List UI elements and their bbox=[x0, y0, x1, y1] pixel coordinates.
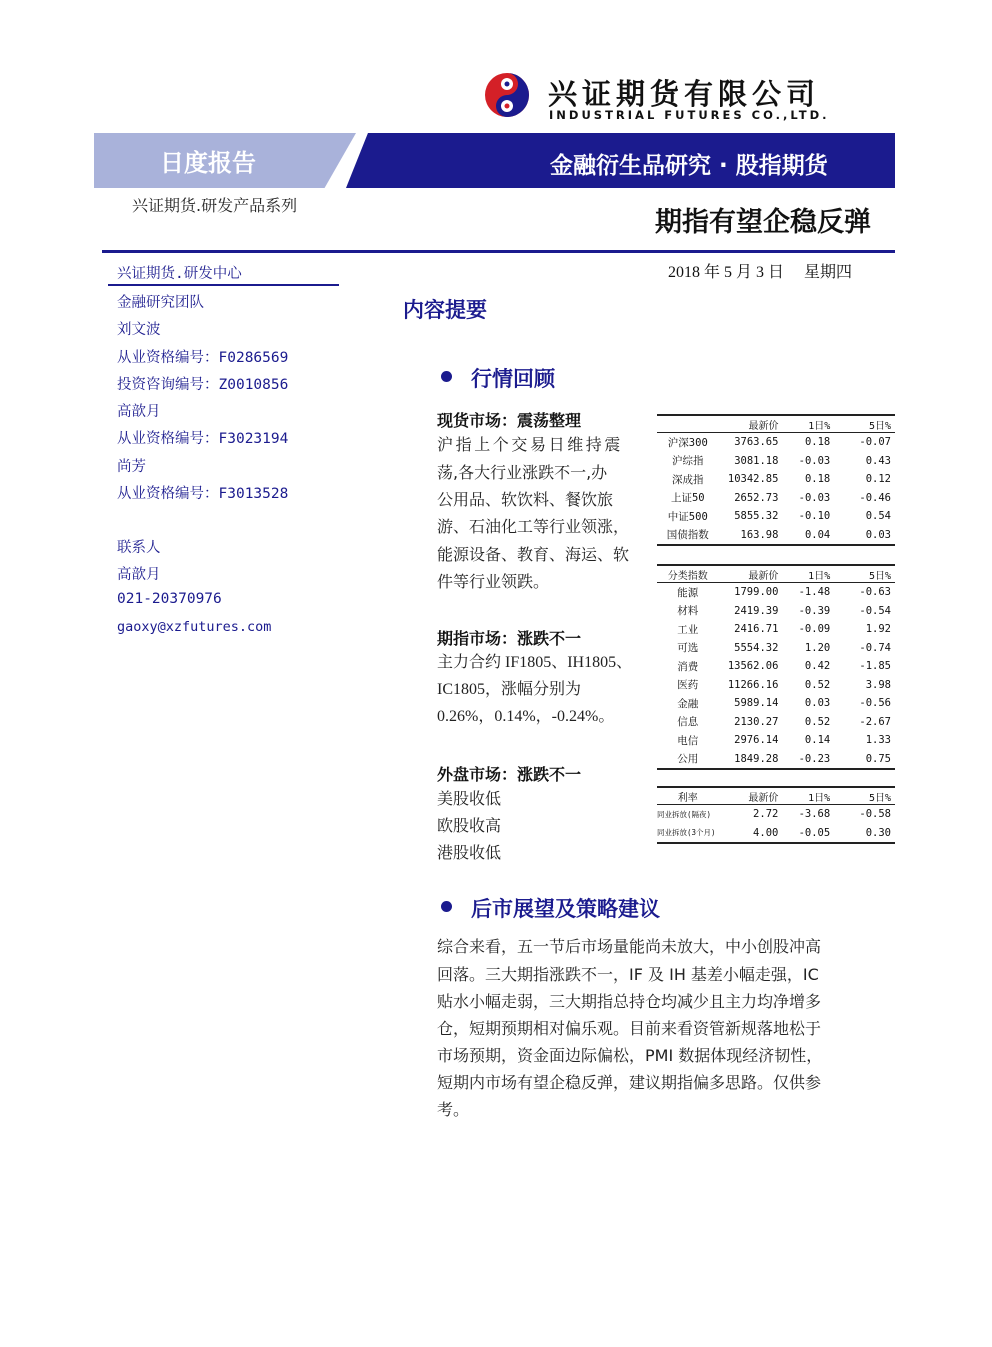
change-5d: 0.30 bbox=[833, 824, 895, 844]
index-name: 上证50 bbox=[670, 492, 705, 505]
change-5d: 3.98 bbox=[865, 678, 891, 691]
sidebar-divider bbox=[108, 284, 339, 286]
table-row bbox=[657, 470, 895, 489]
spot-market-text: 公用品、软饮料、餐饮旅 bbox=[437, 490, 614, 509]
header-cell: 最新价 bbox=[719, 787, 779, 805]
header-cell: 5日% bbox=[833, 565, 895, 583]
change-1d: -0.09 bbox=[798, 623, 831, 636]
spot-market-text: 件等行业领跌。 bbox=[437, 572, 550, 591]
last-price: 2130.27 bbox=[734, 715, 779, 728]
change-5d: 0.12 bbox=[865, 473, 891, 486]
header-cell: 最新价 bbox=[719, 415, 779, 433]
futures-market-text: IC1805，涨幅分别为 bbox=[437, 681, 582, 698]
futures-market-title: 期指市场：涨跌不一 bbox=[437, 629, 582, 648]
index-table bbox=[657, 414, 895, 546]
contact-name: 高歆月 bbox=[117, 567, 161, 583]
sector-table bbox=[657, 564, 895, 770]
table-header-row bbox=[657, 415, 895, 433]
rate-name: 同业拆放(3个月) bbox=[657, 824, 719, 844]
market-review-heading: 行情回顾 bbox=[471, 367, 555, 391]
header-cell: 1日% bbox=[778, 787, 833, 805]
change-5d: 0.75 bbox=[833, 750, 895, 770]
change-1d: -0.23 bbox=[778, 750, 833, 770]
table-row bbox=[657, 676, 895, 695]
table-row bbox=[657, 805, 895, 824]
change-1d: 0.03 bbox=[804, 697, 831, 710]
table-row bbox=[657, 731, 895, 750]
table-row bbox=[657, 452, 895, 471]
last-price: 1849.28 bbox=[719, 750, 779, 770]
sector-name: 工业 bbox=[677, 623, 699, 636]
change-5d: 0.43 bbox=[865, 454, 891, 467]
report-title: 期指有望企稳反弹 bbox=[655, 207, 871, 238]
rate-name: 同业拆放(隔夜) bbox=[657, 809, 712, 819]
change-1d: 0.42 bbox=[804, 660, 831, 673]
table-row bbox=[657, 824, 895, 844]
change-5d: -0.74 bbox=[859, 641, 891, 654]
change-1d: 0.52 bbox=[804, 678, 831, 691]
change-1d: -0.03 bbox=[798, 491, 831, 504]
header-cell: 利率 bbox=[657, 787, 719, 805]
outlook-text: 回落。三大期指涨跌不一，IF 及 IH 基差小幅走强，IC bbox=[437, 965, 819, 984]
change-5d: -0.56 bbox=[859, 697, 891, 710]
sector-name: 可选 bbox=[677, 642, 699, 655]
spot-market-text: 荡,各大行业涨跌不一,办 bbox=[437, 463, 608, 482]
index-name: 沪深300 bbox=[667, 436, 708, 449]
contact-label: 联系人 bbox=[117, 540, 161, 556]
contact-email-link[interactable]: gaoxy@xzfutures.com bbox=[117, 619, 272, 635]
last-price: 2416.71 bbox=[734, 623, 779, 636]
change-1d: 0.04 bbox=[778, 526, 833, 546]
header-cell: 1日% bbox=[778, 565, 833, 583]
table-row bbox=[657, 639, 895, 658]
header-cell bbox=[657, 415, 719, 433]
overseas-market-title: 外盘市场：涨跌不一 bbox=[437, 765, 582, 784]
header-cell: 5日% bbox=[833, 787, 895, 805]
sector-name: 消费 bbox=[677, 660, 699, 673]
change-1d: -0.10 bbox=[798, 510, 831, 523]
index-name: 中证500 bbox=[667, 510, 708, 523]
change-5d: -0.07 bbox=[859, 436, 891, 449]
summary-heading: 内容提要 bbox=[403, 298, 487, 322]
last-price: 11266.16 bbox=[727, 678, 779, 691]
change-1d: -3.68 bbox=[798, 808, 831, 821]
team-name: 金融研究团队 bbox=[117, 295, 204, 311]
table-header-row bbox=[657, 565, 895, 583]
change-5d: 0.54 bbox=[865, 510, 891, 523]
change-5d: 1.92 bbox=[865, 623, 891, 636]
analyst-consult-license: 投资咨询编号：Z0010856 bbox=[117, 377, 289, 393]
table-header-row bbox=[657, 787, 895, 805]
report-date: 2018 年 5 月 3 日 星期四 bbox=[668, 264, 853, 281]
company-name-en: INDUSTRIAL FUTURES CO.,LTD. bbox=[549, 108, 830, 122]
change-1d: -0.05 bbox=[778, 824, 833, 844]
last-price: 10342.85 bbox=[727, 473, 779, 486]
change-5d: -1.85 bbox=[859, 660, 891, 673]
analyst-license: 从业资格编号：F0286569 bbox=[117, 350, 289, 366]
table-row bbox=[657, 713, 895, 732]
spot-market-text: 能源设备、教育、海运、软 bbox=[437, 545, 630, 564]
analyst-name: 尚芳 bbox=[117, 459, 146, 475]
table-row bbox=[657, 489, 895, 508]
last-price: 2419.39 bbox=[734, 604, 779, 617]
sector-name: 信息 bbox=[677, 716, 699, 729]
rate-table bbox=[657, 786, 895, 844]
last-price: 1799.00 bbox=[734, 586, 779, 599]
overseas-market-text: 欧股收高 bbox=[437, 816, 502, 835]
outlook-heading: 后市展望及策略建议 bbox=[471, 897, 660, 921]
company-name-cn: 兴证期货有限公司 bbox=[548, 77, 821, 111]
header-cell: 5日% bbox=[833, 415, 895, 433]
last-price: 3081.18 bbox=[734, 454, 779, 467]
table-row bbox=[657, 507, 895, 526]
change-1d: 0.14 bbox=[804, 734, 831, 747]
change-5d: -0.58 bbox=[859, 808, 891, 821]
header-cell: 分类指数 bbox=[657, 565, 719, 583]
table-row bbox=[657, 694, 895, 713]
bullet-icon bbox=[441, 901, 452, 912]
last-price: 13562.06 bbox=[727, 660, 779, 673]
index-name: 国债指数 bbox=[657, 526, 719, 546]
table-row bbox=[657, 433, 895, 452]
report-type-label: 日度报告 bbox=[160, 149, 256, 177]
bullet-icon bbox=[441, 371, 452, 382]
series-label: 兴证期货.研发产品系列 bbox=[132, 196, 298, 215]
sector-name: 金融 bbox=[677, 697, 699, 710]
table-row bbox=[657, 750, 895, 770]
header-cell: 1日% bbox=[778, 415, 833, 433]
change-1d: -1.48 bbox=[798, 586, 831, 599]
sector-name: 能源 bbox=[677, 586, 699, 599]
change-1d: 0.18 bbox=[804, 436, 831, 449]
analyst-name: 高歆月 bbox=[117, 404, 161, 420]
last-price: 5989.14 bbox=[734, 697, 779, 710]
overseas-market-text: 美股收低 bbox=[437, 789, 502, 808]
table-row bbox=[657, 526, 895, 546]
last-price: 3763.65 bbox=[734, 436, 779, 449]
outlook-text: 考。 bbox=[437, 1100, 470, 1119]
table-row bbox=[657, 583, 895, 602]
company-logo-icon bbox=[484, 72, 530, 118]
outlook-text: 短期内市场有望企稳反弹，建议期指偏多思路。仅供参 bbox=[437, 1073, 822, 1092]
last-price: 5554.32 bbox=[734, 641, 779, 654]
change-5d: -0.54 bbox=[859, 604, 891, 617]
change-1d: 0.18 bbox=[804, 473, 831, 486]
header-cell: 最新价 bbox=[719, 565, 779, 583]
change-5d: -0.46 bbox=[859, 491, 891, 504]
analyst-license: 从业资格编号：F3023194 bbox=[117, 431, 289, 447]
index-name: 深成指 bbox=[672, 473, 704, 486]
analyst-license: 从业资格编号：F3013528 bbox=[117, 486, 289, 502]
table-row bbox=[657, 657, 895, 676]
spot-market-title: 现货市场：震荡整理 bbox=[437, 411, 582, 430]
research-area-label: 金融衍生品研究 · 股指期货 bbox=[550, 153, 828, 179]
outlook-text: 贴水小幅走弱，三大期指总持仓均减少且主力均净增多 bbox=[437, 992, 822, 1011]
change-5d: 0.03 bbox=[833, 526, 895, 546]
title-divider bbox=[102, 250, 895, 253]
outlook-text: 综合来看，五一节后市场量能尚未放大，中小创股冲高 bbox=[437, 937, 822, 956]
outlook-text: 仓，短期预期相对偏乐观。目前来看资管新规落地松于 bbox=[437, 1019, 822, 1038]
outlook-text: 市场预期，资金面边际偏松，PMI 数据体现经济韧性， bbox=[437, 1046, 823, 1065]
analyst-name: 刘文波 bbox=[117, 322, 161, 338]
change-1d: -0.39 bbox=[798, 604, 831, 617]
change-5d: -0.63 bbox=[859, 586, 891, 599]
last-price: 2976.14 bbox=[734, 734, 779, 747]
change-5d: 1.33 bbox=[865, 734, 891, 747]
sector-name: 医药 bbox=[677, 679, 699, 692]
table-row bbox=[657, 620, 895, 639]
last-price: 163.98 bbox=[719, 526, 779, 546]
overseas-market-text: 港股收低 bbox=[437, 843, 502, 862]
index-name: 沪综指 bbox=[672, 455, 704, 468]
change-1d: 0.52 bbox=[804, 715, 831, 728]
last-price: 2652.73 bbox=[734, 491, 779, 504]
futures-market-text: 主力合约 IF1805、IH1805、 bbox=[437, 654, 633, 671]
sector-name: 公用 bbox=[657, 750, 719, 770]
spot-market-text: 沪指上个交易日维持震 bbox=[437, 435, 624, 454]
last-price: 4.00 bbox=[719, 824, 779, 844]
contact-phone: 021-20370976 bbox=[117, 591, 222, 607]
change-5d: -2.67 bbox=[859, 715, 891, 728]
futures-market-text: 0.26%，0.14%，-0.24%。 bbox=[437, 708, 615, 725]
department-label: 兴证期货.研发中心 bbox=[117, 266, 242, 282]
change-1d: 1.20 bbox=[804, 641, 831, 654]
table-row bbox=[657, 602, 895, 621]
last-price: 5855.32 bbox=[734, 510, 779, 523]
sector-name: 电信 bbox=[677, 734, 699, 747]
last-price: 2.72 bbox=[753, 808, 779, 821]
spot-market-text: 游、石油化工等行业领涨， bbox=[437, 517, 630, 536]
sector-name: 材料 bbox=[677, 605, 699, 618]
change-1d: -0.03 bbox=[798, 454, 831, 467]
